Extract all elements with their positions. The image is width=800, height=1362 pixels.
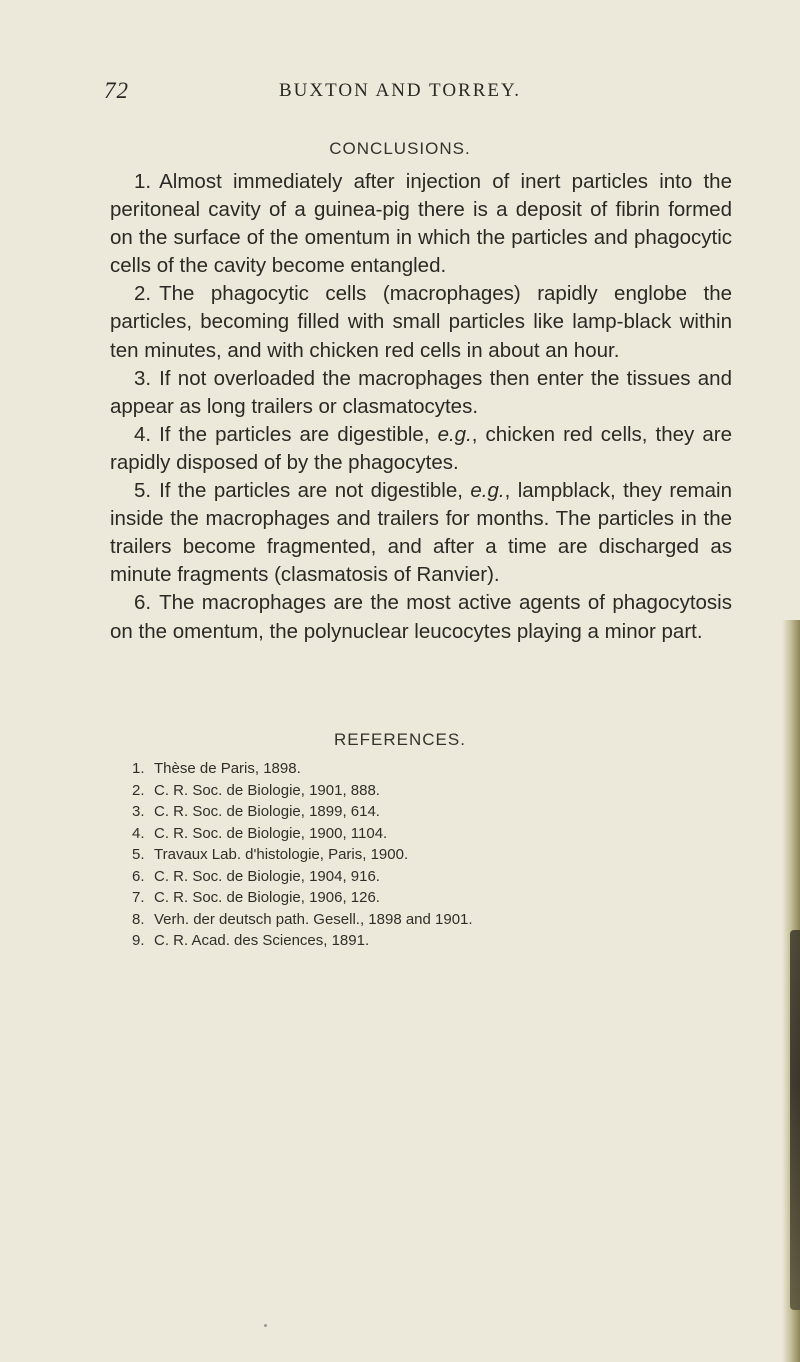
reference-item bbox=[132, 909, 732, 931]
conclusion-item bbox=[110, 589, 732, 645]
conclusion-number: 1. bbox=[134, 170, 152, 193]
reference-number: 4. bbox=[132, 824, 145, 842]
conclusion-number: 6. bbox=[134, 591, 152, 615]
conclusion-number: 4. bbox=[134, 422, 152, 446]
conclusions-list bbox=[110, 168, 732, 646]
conclusions-heading: CONCLUSIONS. bbox=[329, 139, 471, 158]
reference-item bbox=[132, 887, 732, 909]
page-number: 72 bbox=[104, 78, 129, 103]
conclusion-number: 2. bbox=[134, 282, 152, 306]
conclusion-text-continued: , lampblack, they remain inside the macrophages and trailers for months. The particles in the trailers become fragmented, and after a time are discharged as minute fragments (clasmatosis of Ranvier). bbox=[110, 479, 732, 587]
reference-item bbox=[132, 866, 732, 888]
running-head: BUXTON AND TORREY. bbox=[278, 80, 522, 101]
reference-number: 1. bbox=[132, 760, 145, 777]
reference-text: C. R. Soc. de Biologie, 1904, 916. bbox=[154, 867, 380, 885]
reference-text: C. R. Soc. de Biologie, 1899, 614. bbox=[154, 803, 380, 820]
reference-number: 2. bbox=[132, 781, 145, 799]
reference-text: Verh. der deutsch path. Gesell., 1898 and 1901. bbox=[154, 910, 473, 928]
reference-item bbox=[132, 801, 732, 823]
conclusion-item bbox=[110, 280, 732, 364]
reference-text: Travaux Lab. d'histologie, Paris, 1900. bbox=[154, 846, 409, 863]
reference-item bbox=[132, 758, 732, 780]
reference-number: 3. bbox=[132, 803, 145, 820]
reference-number: 5. bbox=[132, 846, 145, 863]
reference-text: C. R. Soc. de Biologie, 1901, 888. bbox=[154, 781, 380, 799]
reference-text: C. R. Soc. de Biologie, 1906, 126. bbox=[154, 889, 380, 906]
conclusion-item bbox=[110, 168, 732, 280]
conclusion-text: If the particles are not digestible, bbox=[159, 479, 471, 503]
conclusion-number: 3. bbox=[134, 366, 152, 390]
conclusion-text-continued: , chicken red cells, they are rapidly disposed of by the phagocytes. bbox=[110, 422, 732, 474]
conclusion-text: The macrophages are the most active agents of phagocytosis on the omentum, the polynuclear leucocytes playing a minor part. bbox=[110, 591, 732, 643]
conclusion-emphasis: e.g. bbox=[470, 479, 505, 503]
conclusion-text: If the particles are digestible, bbox=[159, 422, 438, 446]
conclusion-item bbox=[110, 477, 732, 589]
reference-number: 7. bbox=[132, 889, 145, 906]
conclusion-text: If not overloaded the macrophages then enter the tissues and appear as long trailers or clasmatocytes. bbox=[110, 366, 732, 418]
reference-text: C. R. Soc. de Biologie, 1900, 1104. bbox=[154, 824, 388, 842]
references-list bbox=[132, 758, 732, 952]
reference-text: C. R. Acad. des Sciences, 1891. bbox=[154, 932, 370, 949]
reference-item bbox=[132, 844, 732, 866]
page-header bbox=[0, 78, 800, 108]
binding-edge bbox=[790, 930, 800, 1310]
reference-item bbox=[132, 780, 732, 802]
conclusion-number: 5. bbox=[134, 479, 152, 503]
reference-number: 8. bbox=[132, 910, 145, 928]
conclusion-item bbox=[110, 421, 732, 477]
conclusion-text: The phagocytic cells (macrophages) rapidly englobe the particles, becoming filled with small particles like lamp-black within ten minutes, and with chicken red cells in about an hour. bbox=[110, 282, 732, 362]
references-heading: REFERENCES. bbox=[334, 730, 466, 749]
paper-speck bbox=[264, 1324, 267, 1327]
conclusion-item bbox=[110, 365, 732, 421]
reference-item bbox=[132, 930, 732, 952]
conclusion-text: Almost immediately after injection of inert particles into the peritoneal cavity of a guinea-pig there is a deposit of fibrin formed on the surface of the omentum in which the particles and phagocytic cells of the cavity become entangled. bbox=[110, 170, 732, 278]
conclusion-emphasis: e.g. bbox=[437, 422, 472, 446]
reference-text: Thèse de Paris, 1898. bbox=[154, 760, 301, 777]
reference-number: 6. bbox=[132, 867, 145, 885]
reference-item bbox=[132, 823, 732, 845]
reference-number: 9. bbox=[132, 932, 145, 949]
